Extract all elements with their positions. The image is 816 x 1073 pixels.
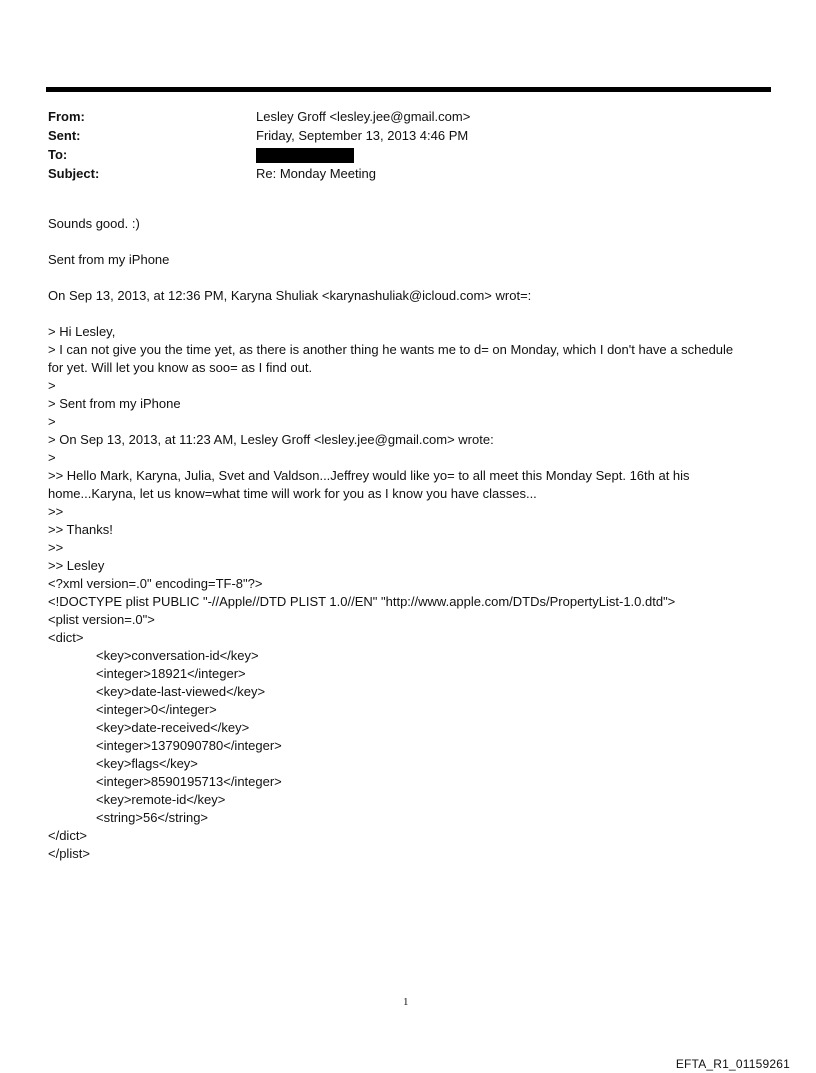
to-value <box>256 146 768 162</box>
quoted-line: >> Lesley <box>48 558 105 573</box>
subject-label: Subject: <box>48 166 100 181</box>
email-body <box>48 215 770 863</box>
sent-row <box>48 126 768 145</box>
to-label: To: <box>48 147 68 162</box>
sent-label: Sent: <box>48 128 81 143</box>
to-row <box>48 145 768 164</box>
subject-row <box>48 164 768 183</box>
xml-line: <integer>1379090780</integer> <box>96 738 282 753</box>
xml-line: <key>remote-id</key> <box>96 792 226 807</box>
xml-line: <key>flags</key> <box>96 756 198 771</box>
xml-line: <string>56</string> <box>96 810 209 825</box>
subject-value: Re: Monday Meeting <box>256 166 376 181</box>
blank-line <box>48 269 770 287</box>
xml-line: </plist> <box>48 846 90 861</box>
body-line: Sounds good. :) <box>48 216 140 231</box>
quoted-line: >> <box>48 540 64 555</box>
body-line: On Sep 13, 2013, at 12:36 PM, Karyna Shuliak <karynashuliak@icloud.com> wrot=: <box>48 288 532 303</box>
xml-line: <integer>18921</integer> <box>96 666 246 681</box>
xml-line: <dict> <box>48 630 84 645</box>
quoted-line: >> Thanks! <box>48 522 113 537</box>
xml-line: <key>conversation-id</key> <box>96 648 259 663</box>
blank-line <box>48 233 770 251</box>
xml-line: <integer>8590195713</integer> <box>96 774 282 789</box>
quoted-line: for yet. Will let you know as soo= as I find out. <box>48 360 313 375</box>
from-label: From: <box>48 109 85 124</box>
quoted-line: > I can not give you the time yet, as there is another thing he wants me to d= on Monday, which I don't have a schedule <box>48 342 734 357</box>
xml-line: <plist version=.0"> <box>48 612 155 627</box>
xml-line: <key>date-last-viewed</key> <box>96 684 266 699</box>
xml-line: <key>date-received</key> <box>96 720 250 735</box>
bates-number: EFTA_R1_01159261 <box>675 1057 790 1071</box>
quoted-line: > Sent from my iPhone <box>48 396 181 411</box>
blank-line <box>48 305 770 323</box>
xml-line: <?xml version=.0" encoding=TF-8"?> <box>48 576 263 591</box>
xml-line: <integer>0</integer> <box>96 702 217 717</box>
quoted-line: home...Karyna, let us know=what time will work for you as I know you have classes... <box>48 486 537 501</box>
xml-line: </dict> <box>48 828 88 843</box>
quoted-line: > Hi Lesley, <box>48 324 116 339</box>
quoted-line: > <box>48 414 56 429</box>
email-header <box>48 107 768 183</box>
from-row <box>48 107 768 126</box>
xml-line: <!DOCTYPE plist PUBLIC "-//Apple//DTD PLIST 1.0//EN" "http://www.apple.com/DTDs/PropertyList-1.0.dtd"> <box>48 594 676 609</box>
header-rule <box>46 87 771 92</box>
quoted-line: > <box>48 378 56 393</box>
from-value: Lesley Groff <lesley.jee@gmail.com> <box>256 109 471 124</box>
quoted-line: > On Sep 13, 2013, at 11:23 AM, Lesley Groff <lesley.jee@gmail.com> wrote: <box>48 432 494 447</box>
redaction-box <box>256 148 354 163</box>
sent-value: Friday, September 13, 2013 4:46 PM <box>256 128 469 143</box>
quoted-line: >> Hello Mark, Karyna, Julia, Svet and Valdson...Jeffrey would like yo= to all meet this Monday Sept. 16th at his <box>48 468 690 483</box>
page-number: 1 <box>403 996 409 1008</box>
quoted-line: >> <box>48 504 64 519</box>
body-line: Sent from my iPhone <box>48 252 170 267</box>
quoted-line: > <box>48 450 56 465</box>
